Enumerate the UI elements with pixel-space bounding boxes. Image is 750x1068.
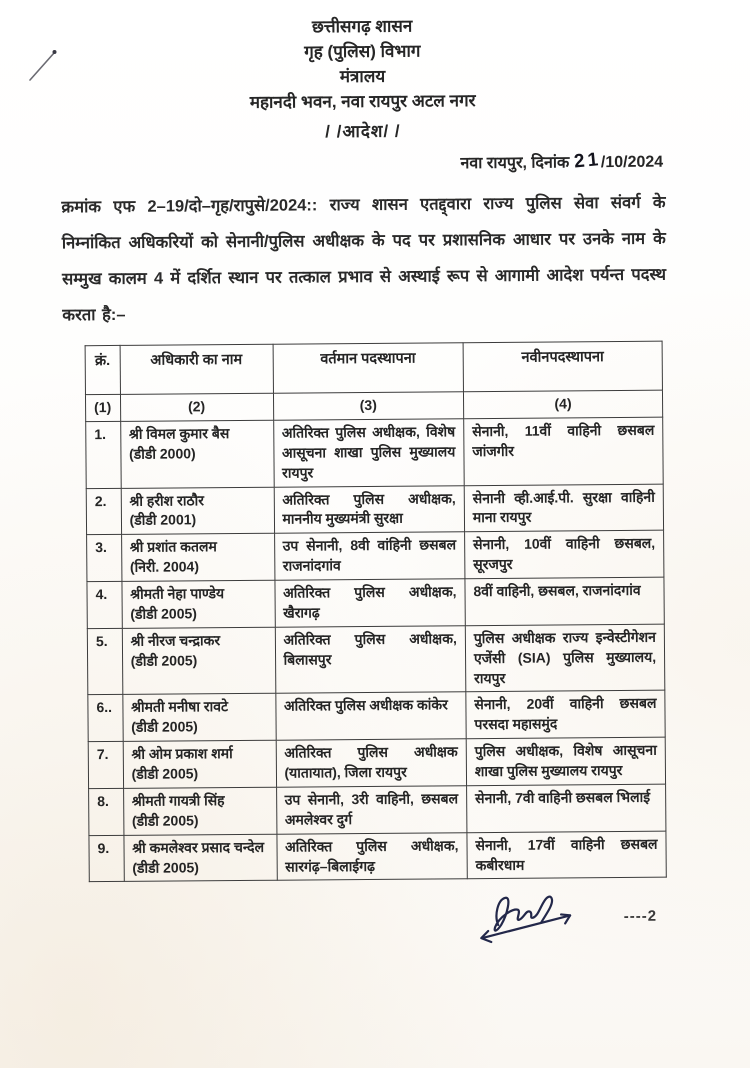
order-title: / /आदेश/ / [325,121,401,142]
new-posting-cell: पुलिस अधीक्षक, विशेष आसूचना शाखा पुलिस मुख्यालय रायपुर [466,737,665,785]
officer-row [87,624,665,695]
officer-name-cell [123,787,276,835]
new-posting-cell: सेनानी, 10वीं वाहिनी छसबल, सूरजपुर [464,530,663,578]
dateline-place: नवा रायपुर, दिनांक [460,154,570,173]
col-num-4: (4) [463,390,662,418]
new-posting-cell: सेनानी, 11वीं वाहिनी छसबल जांजगीर [464,417,664,485]
officer-batch: (डीडी 2005) [130,605,197,622]
current-posting-cell: अतिरिक्त पुलिस अधीक्षक (यातायात), जिला रायपुर [276,739,467,787]
current-posting-cell: उप सेनानी, 3री वाहिनी, छसबल अमलेश्वर दुर्ग [276,786,467,834]
col-num-2: (2) [120,393,273,421]
row-number-cell: 9. [89,835,124,882]
header-address: महानदी भवन, नवा रायपुर अटल नगर [249,91,476,112]
new-posting-cell: सेनानी, 17वीं वाहिनी छसबल कबीरधाम [467,831,666,879]
officer-name-cell [122,580,275,628]
officer-name: श्री हरीश राठौर [129,491,204,509]
table-head [85,341,663,421]
row-number-cell: 2. [86,488,121,535]
new-posting-cell: 8वीं वाहिनी, छसबल, राजनांदगांव [465,577,664,625]
row-number-cell: 4. [87,581,122,628]
officer-name-cell [122,694,275,742]
officer-row [89,784,666,835]
row-number-cell: 1. [86,421,121,488]
row-number-cell: 3. [87,535,122,582]
officer-batch: (डीडी 2005) [131,718,198,736]
current-posting-cell: अतिरिक्त पुलिस अधीक्षक, खैरागढ़ [274,579,465,627]
officer-row [86,417,664,488]
new-posting-cell: सेनानी, 7वी वाहिनी छसबल भिलाई [466,784,665,832]
table-header-row [85,341,662,395]
table-body [86,417,667,882]
officer-batch: (डीडी 2005) [132,858,199,876]
col-num-3: (3) [273,392,464,420]
officer-row [87,577,664,628]
order-paragraph [61,185,666,334]
officer-name-cell [124,834,277,882]
officer-batch: (डीडी 2000) [128,445,196,462]
new-posting-cell: पुलिस अधीक्षक राज्य इन्वेस्टीगेशन एजेंसी (SIA) पुलिस मुख्यालय, रायपुर [465,624,665,692]
col-num-1: (1) [85,394,120,421]
officer-batch: (डीडी 2005) [131,765,199,782]
officer-row [89,831,666,882]
officer-row [88,691,665,742]
officer-name: श्री ओम प्रकाश शर्मा [131,745,233,762]
row-number-cell: 5. [87,628,122,695]
col-header-sno: क्रं. [85,345,120,394]
officer-name: श्री विमल कुमार बैस [128,424,230,442]
row-number-cell: 8. [89,788,124,835]
officer-name-cell [122,627,275,695]
officer-row [88,737,665,788]
order-number: क्रमांक एफ 2–19/दो–गृह/रापुसे/2024:: [61,196,318,217]
handwritten-signature [470,885,582,948]
officer-name: श्री प्रशांत कतलम [129,538,217,556]
row-number-cell: 6.. [88,695,123,742]
officer-name-cell [120,420,273,488]
officer-transfer-table [85,341,667,883]
header-ministry: मंत्रालय [339,66,386,87]
current-posting-cell: अतिरिक्त पुलिस अधीक्षक, सारगंढ़–बिलाईगढ़ [276,832,467,880]
current-posting-cell: अतिरिक्त पुलिस अधीक्षक, विशेष आसूचना शाखा पुलिस मुख्यालय रायपुर [273,419,464,487]
officer-row [87,530,664,581]
officer-name: श्रीमती मनीषा रावटे [130,698,229,716]
header-department: गृह (पुलिस) विभाग [304,41,421,62]
document-content [60,12,671,959]
officer-name-cell [121,487,274,535]
dateline-day-handwritten: 21 [572,149,602,173]
footer [67,882,672,959]
officer-batch: (डीडी 2005) [130,651,198,669]
officer-batch: (डीडी 2001) [129,511,197,529]
new-posting-cell: सेनानी, 20वीं वाहिनी छसबल परसदा महासमुंद [466,691,665,739]
current-posting-cell: अतिरिक्त पुलिस अधीक्षक, माननीय मुख्यमंत्री सुरक्षा [274,485,465,533]
col-header-new-posting: नवीनपदस्थापना [463,341,662,392]
col-header-name: अधिकारी का नाम [120,344,273,394]
row-number-cell: 7. [88,742,123,789]
officer-batch: (निरी. 2004) [129,558,200,575]
officer-name: श्री कमलेश्वर प्रसाद चन्देल [132,838,265,856]
col-header-current-posting: वर्तमान पदस्थापना [273,343,464,393]
officer-name: श्री नीरज चन्द्राकर [130,631,221,649]
officer-name-cell [121,533,274,581]
officer-name-cell [123,740,276,788]
dateline [61,150,665,178]
officer-row [86,484,663,535]
order-text: राज्य शासन एतद्द्वारा राज्य पुलिस सेवा संवर्ग के निम्नांकित अधिकरियों को सेनानी/पुलिस अधीक्षक के पद पर प्रशासनिक आधार पर उनके नाम के सम्मुख कालम 4 में दर्शित स्थान पर तत्काल प्रभाव से अस्थाई रूप से आगामी आदेश पर्यन्त पदस्थ करता है:– [61,193,667,325]
current-posting-cell: अतिरिक्त पुलिस अधीक्षक, बिलासपुर [275,625,466,693]
current-posting-cell: उप सेनानी, 8वी वांहिनी छसबल राजनांदगांव [274,532,465,580]
new-posting-cell: सेनानी व्ही.आई.पी. सुरक्षा वाहिनी माना रायपुर [464,484,663,532]
current-posting-cell: अतिरिक्त पुलिस अधीक्षक कांकेर [275,692,466,740]
officer-name: श्रीमती नेहा पाण्डेय [130,585,225,602]
dateline-rest: /10/2024 [600,153,664,172]
officer-name: श्रीमती गायत्री सिंह [131,791,225,809]
header-government: छत्तीसगढ़ शासन [311,16,413,37]
officer-batch: (डीडी 2005) [131,812,199,829]
page-number: ----2 [623,908,658,926]
